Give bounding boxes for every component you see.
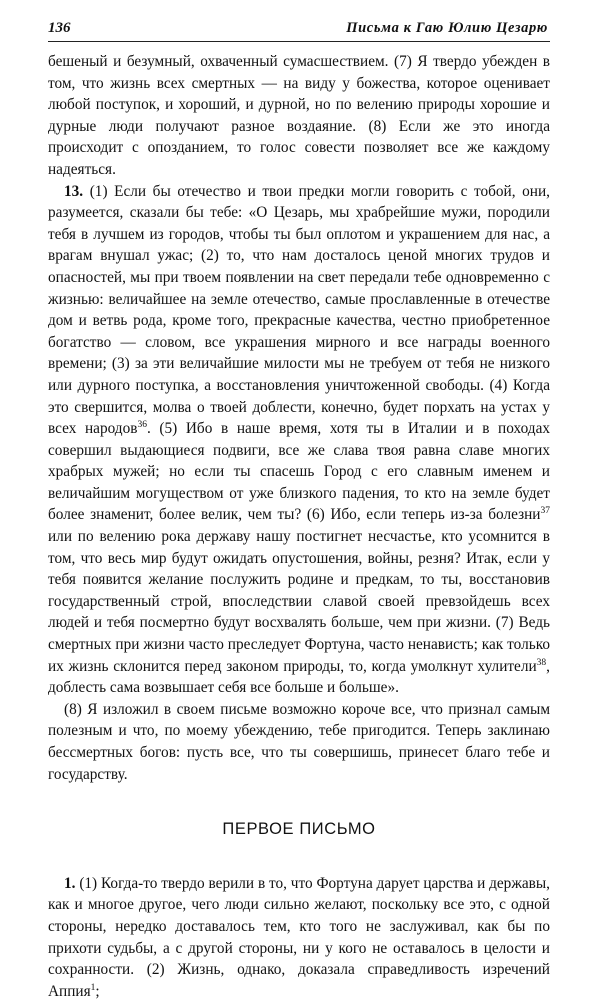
section-number: 13. xyxy=(64,182,84,200)
page-number: 136 xyxy=(48,20,71,36)
paragraph-text: . (5) Ибо в наше время, хотя ты в Италии и в походах совершил выдающиеся подвиги, все же слава твоя равна славе многих храбрых мужей; но если ты спасешь Город с его славным именем и величайшим могуществом от уже близкого падения, то кто на земле будет более знаменит, более велик, чем ты? (6) Ибо, если теперь из-за болезни xyxy=(48,420,551,524)
page-body xyxy=(48,51,550,1002)
paragraph-text: ; xyxy=(95,982,100,1000)
footnote-ref-36[interactable]: 36 xyxy=(137,420,147,431)
paragraph-closing: (8) Я изложил в своем письме возможно короче все, что признал самым полезным и что, по моему убеждению, тебе пригодится. Теперь заклинаю бессмертных богов: пусть все, что ты совершишь, принесет благо тебе и государству. xyxy=(48,700,550,783)
running-title: Письма к Гаю Юлию Цезарю xyxy=(346,20,548,36)
footnote-ref-38[interactable]: 38 xyxy=(536,657,547,668)
paragraph-text: (1) Когда-то твердо верили в то, что Фортуна дарует царства и державы, как и многое другое, чего люди сильно желают, поскольку все это, с одной стороны, нередко доставалось тем, кто того не заслуживал, как бы по прихоти судьбы, а с другой стороны, ни у кого не оставалось в целости и сохранности. (2) Жизнь, однако, доказала справедливость изречений Аппия xyxy=(48,874,550,1000)
chapter-title: ПЕРВОЕ ПИСЬМО xyxy=(222,820,376,839)
paragraph-continuation: бешеный и безумный, охваченный сумасшествием. (7) Я твердо убежден в том, что жизнь всех смертных — на виду у божества, которое оценивает любой поступок, и хороший, и дурной, но по велению природы хорошие и дурные люди получают разное воздаяние. (8) Если же это иногда происходит с опозданием, то голос совести позволяет все же каждому надеяться. xyxy=(48,53,550,178)
footnote-ref-37[interactable]: 37 xyxy=(540,506,550,517)
paragraph-section-1 xyxy=(48,873,550,1002)
footnote-ref-1[interactable]: 1 xyxy=(90,982,96,993)
paragraph-section-13 xyxy=(48,181,550,699)
paragraph-text: или по велению рока державу нашу постигнет несчастье, кто усомнится в том, что весь мир будут ожидать опустошения, войны, резня? Итак, если у тебя появится желание послужить родине и предкам, то ты, восстановив государственный строй, впоследствии славой своей превзойдешь всех людей и тебя посмертно будут восхвалять больше, чем при жизни. (7) Ведь смертных при жизни часто преследует Фортуна, часто ненависть; как только их жизнь склонится перед законом природы, то, когда умолкнут хулители xyxy=(48,528,550,675)
paragraph-text: (1) Если бы отечество и твои предки могли говорить с тобой, они, разумеется, сказали бы тебе: «О Цезарь, мы храбрейшие мужи, породили тебя в лучшем из городов, чтобы ты был оплотом и украшением для нас, а врагам внушал ужас; (2) то, что нам досталось ценой многих трудов и опасностей, мы при твоем появлении на свет передали тебе одновременно с жизнью: величайшее на земле отечество, самые прославленные в отечестве дом и ветвь рода, кроме того, прекрасные качества, честно приобретенное богатство — словом, все украшения мирного и все награды военного времени; (3) за эти величайшие милости мы не требуем от тебя не низкого или дурного поступка, а восстановления уничтоженной свободы. (4) Когда это свершится, молва о твоей доблести, конечно, будет порхать на устах у всех народов xyxy=(48,182,550,438)
paragraph-text: , доблесть сама возвышает себя все больше и больше». xyxy=(48,657,550,697)
running-header xyxy=(48,20,550,42)
section-number: 1. xyxy=(64,874,76,892)
